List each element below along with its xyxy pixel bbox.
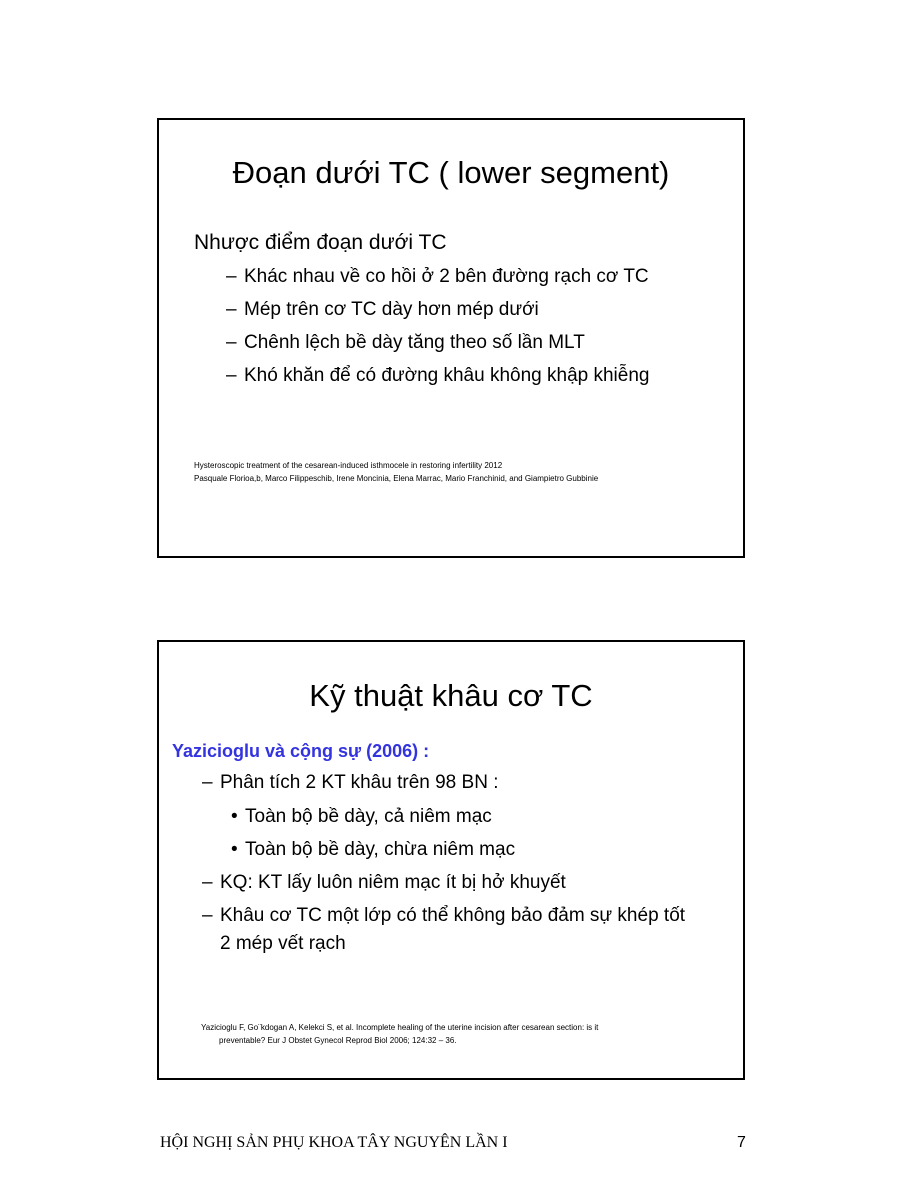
- list-item-text: Chênh lệch bề dày tăng theo số lần MLT: [244, 332, 585, 353]
- reference-line: Hysteroscopic treatment of the cesarean-induced isthmocele in restoring infertility 2012: [194, 461, 503, 470]
- slide-heading: Nhược điểm đoạn dưới TC: [194, 231, 447, 254]
- footer-text: HỘI NGHỊ SẢN PHỤ KHOA TÂY NGUYÊN LẦN I: [160, 1134, 508, 1151]
- reference-line: Yazicioglu F, Go¨kdogan A, Kelekci S, et al. Incomplete healing of the uterine incision after cesarean section: is it: [201, 1023, 599, 1032]
- list-item-text: Khó khăn để có đường khâu không khập khiễng: [244, 365, 650, 386]
- list-item-continuation: 2 mép vết rạch: [220, 933, 346, 954]
- list-item: [202, 771, 498, 795]
- reference-line: Pasquale Florioa,b, Marco Filippeschib, Irene Moncinia, Elena Marrac, Mario Franchinid, and Giampietro Gubbinie: [194, 474, 599, 483]
- list-item-text: Toàn bộ bề dày, cả niêm mạc: [245, 806, 492, 827]
- list-item-text: Toàn bộ bề dày, chừa niêm mạc: [245, 839, 516, 860]
- list-item-text: Mép trên cơ TC dày hơn mép dưới: [244, 299, 539, 320]
- list-item: [226, 364, 649, 388]
- slide-title: Đoạn dưới TC ( lower segment): [232, 155, 670, 190]
- sub-list-item: [231, 838, 515, 862]
- list-item: [226, 331, 585, 355]
- list-item: [202, 871, 566, 895]
- reference-line: preventable? Eur J Obstet Gynecol Reprod Biol 2006; 124:32 – 36.: [219, 1036, 457, 1045]
- list-item: [226, 265, 649, 289]
- page-number: 7: [737, 1134, 746, 1151]
- slide-suture-technique: [157, 640, 745, 1080]
- list-item-text: Khâu cơ TC một lớp có thể không bảo đảm sự khép tốt: [220, 905, 686, 926]
- slide-title: Kỹ thuật khâu cơ TC: [309, 678, 593, 713]
- list-item-text: KQ: KT lấy luôn niêm mạc ít bị hở khuyết: [220, 872, 566, 893]
- sub-list-item: [231, 805, 492, 829]
- list-item: [202, 904, 685, 928]
- list-item-text: Khác nhau về co hồi ở 2 bên đường rạch cơ TC: [244, 266, 649, 287]
- list-item: [226, 298, 539, 322]
- list-item-text: Phân tích 2 KT khâu trên 98 BN :: [220, 772, 499, 793]
- slide-heading: Yazicioglu và cộng sự (2006) :: [172, 741, 430, 761]
- slide-lower-segment: [157, 118, 745, 558]
